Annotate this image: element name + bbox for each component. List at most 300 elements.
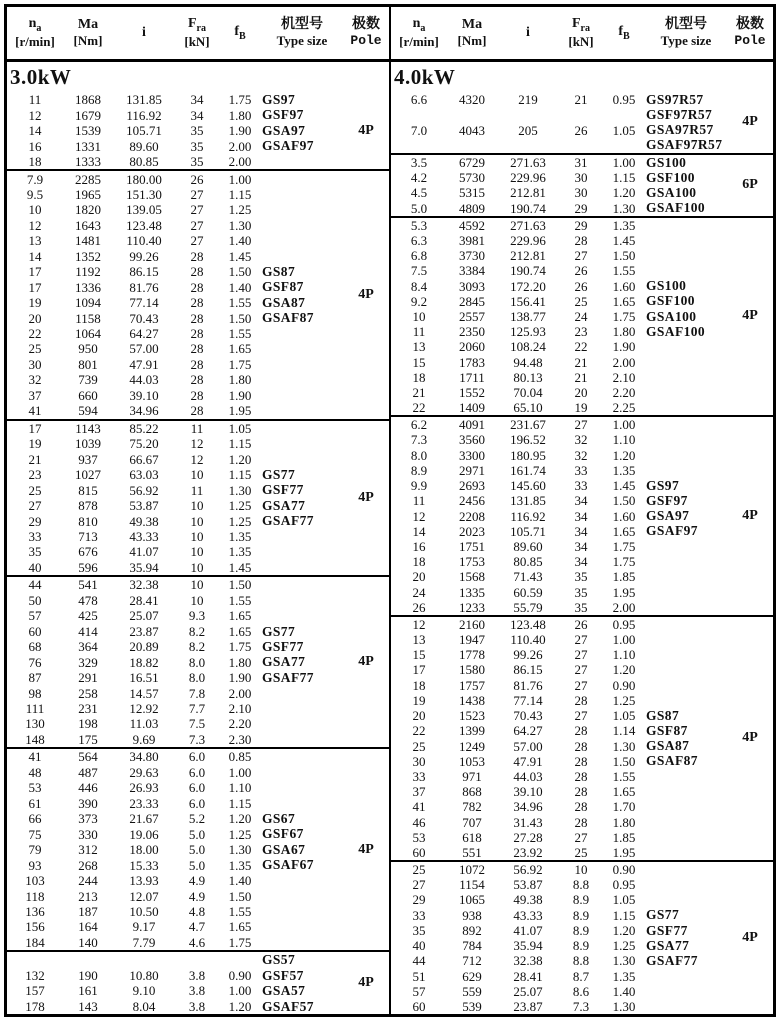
cell-ma: 2285 [75, 171, 101, 187]
pole-badge: 6P [742, 177, 758, 193]
table-row [391, 309, 727, 324]
cell-ma: 5730 [459, 170, 485, 186]
cell-fra: 19 [574, 400, 588, 416]
cell-fb: 2.00 [228, 154, 252, 170]
cell-na: 11 [28, 92, 42, 108]
cell-fb: 1.00 [228, 171, 252, 187]
group-rows [7, 171, 343, 418]
type-size-label: GSF87 [262, 279, 304, 295]
cell-fb: 1.15 [228, 795, 252, 811]
cell-i: 55.79 [513, 599, 543, 615]
cell-i: 44.03 [129, 372, 159, 388]
section-title: 3.0kW [10, 64, 72, 89]
type-size-label: GS67 [262, 811, 296, 826]
cell-fra: 8.8 [572, 953, 590, 969]
cell-fb: 1.05 [228, 420, 252, 436]
cell-fra: 28 [190, 310, 204, 326]
cell-fb: 1.75 [228, 92, 252, 108]
cell-fb: 1.55 [228, 326, 252, 342]
cell-fra: 11 [190, 482, 204, 498]
cell-na: 18 [28, 154, 42, 170]
cell-ma: 629 [462, 968, 482, 984]
cell-i: 77.14 [129, 295, 159, 311]
cell-na: 60 [412, 844, 426, 860]
cell-i: 66.67 [129, 451, 159, 467]
table-row [391, 845, 727, 860]
cell-na: 29 [412, 892, 426, 908]
cell-ma: 2160 [459, 616, 485, 632]
cell-fra: 34 [574, 508, 588, 524]
cell-ma: 291 [78, 670, 98, 686]
cell-fra: 29 [574, 200, 588, 216]
column-unit-pole: Pole [734, 32, 766, 48]
spec-group [391, 860, 773, 1014]
cell-fra: 7.3 [572, 998, 590, 1014]
table-row [7, 171, 343, 186]
cell-na: 19 [412, 692, 426, 708]
column-unit-na: [r/min] [15, 33, 55, 49]
cell-i: 123.48 [510, 616, 546, 632]
type-size-label: GS100 [646, 278, 687, 294]
cell-fra: 21 [574, 369, 588, 385]
cell-i: 64.27 [513, 723, 543, 739]
table-row [7, 624, 343, 639]
cell-ma: 4809 [459, 200, 485, 216]
cell-fra: 11 [190, 420, 204, 436]
pole-badge: 4P [358, 841, 374, 857]
cell-fb: 1.90 [228, 387, 252, 403]
table-row [7, 654, 343, 669]
cell-fra: 8.0 [188, 654, 206, 670]
cell-fra: 3.8 [188, 983, 206, 999]
cell-ma: 1409 [459, 400, 485, 416]
cell-fb: 1.45 [228, 559, 252, 575]
cell-na: 11 [412, 324, 426, 340]
table-row [7, 467, 343, 482]
table-row [391, 493, 727, 508]
cell-i: 35.94 [129, 559, 159, 575]
cell-i: 70.43 [513, 708, 543, 724]
cell-ma: 6729 [459, 154, 485, 170]
cell-fra: 6.0 [188, 780, 206, 796]
cell-ma: 1481 [75, 233, 101, 249]
cell-fra: 8.9 [572, 892, 590, 908]
cell-na: 12 [412, 508, 426, 524]
cell-i: 23.87 [513, 998, 543, 1014]
table-row [391, 508, 727, 523]
cell-i: 43.33 [513, 907, 543, 923]
cell-fb: 2.10 [228, 701, 252, 717]
cell-fb: 1.75 [228, 639, 252, 655]
cell-fra: 32 [574, 432, 588, 448]
cell-na: 57 [412, 983, 426, 999]
cell-na: 98 [28, 685, 42, 701]
cell-fb: 1.40 [228, 873, 252, 889]
cell-na: 60 [412, 998, 426, 1014]
cell-i: 65.10 [513, 400, 543, 416]
table-row [391, 354, 727, 369]
cell-fra: 4.6 [188, 934, 206, 950]
cell-ma: 541 [78, 577, 98, 593]
cell-i: 56.92 [513, 862, 543, 878]
type-size-label: GSAF97 [262, 138, 314, 154]
cell-fb: 1.95 [228, 403, 252, 419]
cell-fra: 22 [574, 339, 588, 355]
cell-fb: 1.45 [228, 248, 252, 264]
group-rows [7, 749, 343, 950]
type-size-label: GSA97 [262, 122, 306, 138]
cell-ma: 1783 [459, 354, 485, 370]
cell-na: 6.2 [410, 417, 428, 433]
cell-fb: 1.50 [612, 248, 636, 264]
cell-na: 17 [28, 420, 42, 436]
cell-fb: 2.10 [612, 369, 636, 385]
cell-i: 156.41 [510, 293, 546, 309]
cell-ma: 446 [78, 780, 98, 796]
table-row [391, 708, 727, 723]
cell-fb: 1.20 [612, 922, 636, 938]
table-row [7, 187, 343, 202]
cell-fra: 31 [574, 154, 588, 170]
cell-fra: 34 [190, 107, 204, 123]
cell-i: 180.00 [126, 171, 162, 187]
type-size-label: GSAF97R57 [646, 137, 723, 153]
type-size-label: GSF77 [262, 482, 304, 498]
cell-fra: 4.8 [188, 903, 206, 919]
group-rows [7, 952, 343, 1014]
cell-ma: 373 [78, 811, 98, 827]
group-rows [7, 421, 343, 576]
cell-i: 63.03 [129, 467, 159, 483]
cell-fra: 27 [574, 248, 588, 264]
cell-ma: 1820 [75, 202, 101, 218]
cell-fb: 2.00 [612, 354, 636, 370]
cell-na: 35 [28, 544, 42, 560]
table-row [391, 170, 727, 185]
cell-fb: 1.45 [612, 232, 636, 248]
cell-na: 9.2 [410, 293, 428, 309]
cell-na: 79 [28, 842, 42, 858]
type-size-label: GSF100 [646, 169, 695, 185]
cell-ma: 1039 [75, 436, 101, 452]
cell-fra: 35 [190, 138, 204, 154]
cell-fb: 1.50 [228, 577, 252, 593]
cell-ma: 950 [78, 341, 98, 357]
cell-ma: 892 [462, 922, 482, 938]
pole-badge: 4P [358, 975, 374, 991]
cell-ma: 2557 [459, 308, 485, 324]
cell-i: 43.33 [129, 529, 159, 544]
cell-fra: 9.3 [188, 608, 206, 624]
cell-na: 13 [412, 632, 426, 648]
table-row [7, 357, 343, 372]
cell-fb: 1.70 [612, 799, 636, 815]
cell-i: 12.07 [129, 888, 159, 904]
cell-ma: 312 [78, 842, 98, 858]
cell-i: 81.76 [513, 677, 543, 693]
cell-na: 33 [28, 529, 42, 544]
cell-i: 14.57 [129, 685, 159, 701]
cell-na: 46 [412, 814, 426, 830]
cell-i: 26.93 [129, 780, 159, 796]
cell-fb: 2.00 [228, 685, 252, 701]
table-row [391, 185, 727, 200]
cell-na: 30 [412, 753, 426, 769]
cell-fra: 6.0 [188, 795, 206, 811]
column-header-pole [343, 17, 389, 48]
cell-i: 86.15 [129, 264, 159, 280]
cell-fb: 1.10 [612, 432, 636, 448]
cell-fb: 1.15 [228, 186, 252, 202]
cell-ma: 4091 [459, 417, 485, 433]
table-row [391, 953, 727, 968]
column-header-fra [559, 16, 603, 49]
cell-i: 94.48 [513, 354, 543, 370]
cell-ma: 175 [78, 731, 98, 747]
type-size-label: GSAF87 [646, 753, 698, 769]
column-label-fb: $f_B$ [234, 23, 246, 42]
cell-ma: 1053 [459, 753, 485, 769]
cell-ma: 1143 [75, 420, 101, 436]
cell-fb: 1.55 [228, 295, 252, 311]
column-label-type: 机型号 [665, 17, 707, 33]
cell-ma: 329 [78, 654, 98, 670]
cell-i: 56.92 [129, 482, 159, 498]
cell-ma: 1331 [75, 138, 101, 154]
cell-fra: 21 [574, 354, 588, 370]
cell-i: 11.03 [129, 716, 159, 732]
cell-fb: 1.65 [228, 608, 252, 624]
cell-fb: 1.20 [228, 998, 252, 1014]
table-row [7, 482, 343, 497]
cell-i: 131.85 [510, 493, 546, 509]
cell-fb: 1.35 [228, 529, 252, 544]
cell-i: 25.07 [129, 608, 159, 624]
type-size-label: GSF97R57 [646, 107, 713, 123]
cell-fb: 1.55 [228, 592, 252, 608]
cell-fra: 5.0 [188, 857, 206, 873]
cell-fra: 28 [190, 248, 204, 264]
table-row [391, 754, 727, 769]
type-size-label: GS57 [262, 952, 296, 968]
cell-ma: 4592 [459, 217, 485, 233]
cell-i: 70.43 [129, 310, 159, 326]
cell-ma: 712 [462, 953, 482, 969]
column-header-i [113, 25, 175, 41]
cell-i: 89.60 [513, 538, 543, 554]
cell-ma: 478 [78, 592, 98, 608]
cell-i: 49.38 [129, 513, 159, 529]
cell-na: 33 [412, 768, 426, 784]
cell-ma: 143 [78, 998, 98, 1014]
cell-i: 81.76 [129, 279, 159, 295]
cell-fra: 34 [190, 92, 204, 108]
cell-i: 23.33 [129, 795, 159, 811]
table-row [7, 560, 343, 575]
cell-fra: 35 [574, 569, 588, 585]
cell-ma: 1868 [75, 92, 101, 108]
cell-fra: 12 [190, 436, 204, 452]
table-row [7, 732, 343, 747]
table-row [391, 647, 727, 662]
cell-fra: 30 [574, 185, 588, 201]
table-row [7, 92, 343, 107]
cell-na: 40 [28, 559, 42, 575]
cell-fb: 1.65 [612, 523, 636, 539]
cell-ma: 938 [462, 907, 482, 923]
type-size-label: GS87 [262, 263, 296, 279]
column-label-ma: Ma [77, 17, 99, 33]
table-row [391, 155, 727, 170]
cell-na: 17 [412, 662, 426, 678]
column-header-type [261, 17, 343, 48]
cell-fb: 1.55 [228, 903, 252, 919]
cell-i: 10.50 [129, 903, 159, 919]
cell-fra: 28 [574, 723, 588, 739]
cell-fra: 10 [190, 592, 204, 608]
cell-fb: 1.10 [228, 780, 252, 796]
column-label-fra: $F_{ra}$ [187, 16, 206, 35]
cell-na: 35 [412, 922, 426, 938]
cell-fra: 27 [574, 829, 588, 845]
cell-fra: 20 [574, 384, 588, 400]
table-row [391, 233, 727, 248]
cell-ma: 1753 [459, 554, 485, 570]
cell-fra: 33 [574, 462, 588, 478]
cell-fb: 1.30 [612, 200, 636, 216]
table-row [7, 107, 343, 122]
cell-ma: 3981 [459, 232, 485, 248]
cell-ma: 4043 [459, 122, 485, 138]
cell-fra: 25 [574, 844, 588, 860]
type-size-label: GSAF57 [262, 998, 314, 1014]
table-row [7, 279, 343, 294]
cell-na: 157 [25, 983, 45, 999]
cell-fb: 1.80 [612, 814, 636, 830]
cell-ma: 3560 [459, 432, 485, 448]
cell-na: 25 [412, 738, 426, 754]
cell-fra: 28 [574, 692, 588, 708]
cell-fb: 1.00 [228, 764, 252, 780]
cell-fb: 1.90 [612, 339, 636, 355]
table-row [391, 862, 727, 877]
cell-fb: 0.90 [228, 967, 252, 983]
cell-na: 8.4 [410, 278, 428, 294]
cell-ma: 1333 [75, 154, 101, 170]
table-row [7, 670, 343, 685]
cell-i: 10.80 [129, 967, 159, 983]
column-label-fb: $f_B$ [618, 23, 630, 42]
cell-i: 13.93 [129, 873, 159, 889]
cell-i: 110.40 [510, 632, 546, 648]
type-size-label: GSA77 [262, 654, 306, 670]
cell-i: 271.63 [510, 154, 546, 170]
cell-ma: 1335 [459, 584, 485, 600]
cell-fra: 5.2 [188, 811, 206, 827]
cell-i: 60.59 [513, 584, 543, 600]
cell-ma: 2971 [459, 462, 485, 478]
table-row [391, 678, 727, 693]
cell-fra: 8.2 [188, 639, 206, 655]
cell-na: 17 [28, 264, 42, 280]
cell-i: 99.26 [513, 647, 543, 663]
cell-ma: 190 [78, 967, 98, 983]
cell-na: 14 [28, 123, 42, 139]
column-header-ma [63, 17, 113, 48]
table-row [7, 811, 343, 826]
cell-fra: 25 [574, 293, 588, 309]
cell-fra: 27 [574, 708, 588, 724]
cell-fb: 1.65 [612, 293, 636, 309]
cell-ma: 810 [78, 513, 98, 529]
table-row [391, 892, 727, 907]
table-row [391, 830, 727, 845]
cell-i: 34.96 [129, 403, 159, 419]
cell-fra: 10 [190, 467, 204, 483]
cell-i: 28.41 [129, 592, 159, 608]
cell-fra: 7.5 [188, 716, 206, 732]
cell-i: 180.95 [510, 447, 546, 463]
cell-i: 25.07 [513, 983, 543, 999]
cell-i: 229.96 [510, 170, 546, 186]
cell-na: 32 [28, 372, 42, 388]
cell-fb: 1.40 [612, 983, 636, 999]
table-row [7, 341, 343, 356]
cell-i: 85.22 [129, 420, 159, 436]
table-row [391, 324, 727, 339]
cell-i: 231.67 [510, 417, 546, 433]
cell-fb: 1.20 [612, 447, 636, 463]
cell-i: 20.89 [129, 639, 159, 655]
cell-i: 212.81 [510, 248, 546, 264]
cell-ma: 1757 [459, 677, 485, 693]
cell-fb: 2.20 [228, 716, 252, 732]
cell-ma: 2350 [459, 324, 485, 340]
cell-i: 229.96 [510, 232, 546, 248]
cell-fb: 1.55 [612, 263, 636, 279]
table-row [391, 584, 727, 599]
cell-fb: 1.50 [612, 753, 636, 769]
cell-fra: 8.0 [188, 670, 206, 686]
cell-na: 132 [25, 967, 45, 983]
cell-na: 111 [25, 701, 45, 717]
cell-fra: 33 [574, 478, 588, 494]
type-size-label: GSF57 [262, 967, 304, 983]
cell-na: 6.6 [410, 92, 428, 108]
cell-i: 23.87 [129, 623, 159, 639]
type-size-label: GSF100 [646, 293, 695, 309]
table-row [391, 92, 727, 107]
table-row [7, 888, 343, 903]
cell-fb: 1.15 [612, 170, 636, 186]
cell-i: 125.93 [510, 324, 546, 340]
cell-na: 9.5 [26, 186, 44, 202]
table-row [7, 999, 343, 1014]
cell-i: 12.92 [129, 701, 159, 717]
type-size-label: GSA87 [646, 738, 690, 754]
cell-fb: 1.25 [228, 202, 252, 218]
cell-fra: 28 [190, 295, 204, 311]
table-row [7, 513, 343, 528]
cell-na: 8.9 [410, 462, 428, 478]
table-row [7, 326, 343, 341]
cell-i: 23.92 [513, 844, 543, 860]
cell-ma: 1154 [459, 877, 485, 893]
table-row [7, 765, 343, 780]
pole-badge: 4P [358, 654, 374, 670]
cell-fra: 30 [574, 170, 588, 186]
cell-na: 103 [25, 873, 45, 889]
